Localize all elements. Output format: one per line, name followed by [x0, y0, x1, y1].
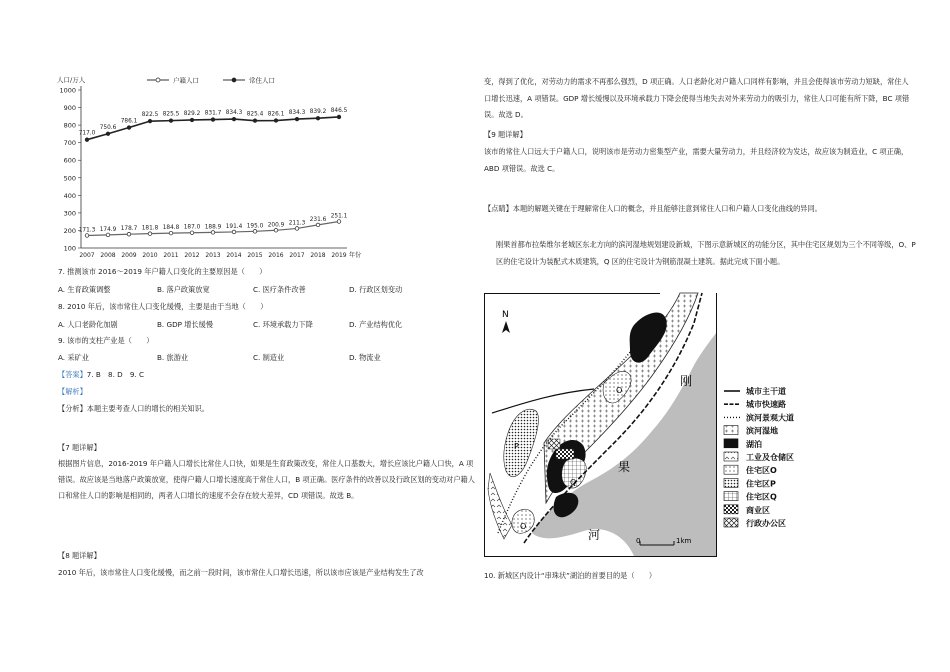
data-label: 825.4 — [246, 111, 264, 118]
legend-label: 商业区 — [746, 505, 770, 515]
analysis-fenxi: 【分析】本题主要考查人口的增长的相关知识。 — [58, 404, 209, 413]
zone-label-o-south: O — [520, 522, 527, 531]
y-tick-label: 400 — [63, 191, 76, 200]
data-point — [337, 115, 341, 119]
data-point — [253, 230, 257, 234]
legend-label: 城市主干道 — [746, 387, 786, 396]
data-label: 822.5 — [141, 112, 159, 119]
data-label: 191.4 — [225, 223, 243, 230]
legend-label: 住宅区O — [746, 466, 777, 476]
legend-symbol-area — [724, 492, 738, 501]
data-point — [253, 119, 257, 123]
scale-1km: 1km — [676, 537, 692, 545]
data-point — [148, 119, 152, 123]
q9-detail-title: 【9 题详解】 — [484, 130, 527, 139]
legend-symbol-area — [724, 465, 738, 474]
data-point — [232, 230, 236, 234]
data-label: 251.1 — [330, 213, 348, 220]
data-label: 200.9 — [267, 222, 285, 229]
y-tick-label: 500 — [63, 174, 76, 183]
q7-detail-title: 【7 题详解】 — [58, 443, 101, 452]
legend-label: 住宅区P — [746, 479, 776, 489]
x-tick-label: 2018 — [310, 252, 326, 259]
zone-label-p: P — [514, 442, 519, 451]
q7-option-b: B. 落户政策放宽 — [157, 285, 210, 294]
new-city-zoning-map — [484, 293, 882, 557]
zone-label-o-north: O — [616, 386, 623, 395]
data-point — [211, 231, 215, 235]
data-label: 181.8 — [141, 225, 159, 232]
x-tick-label: 2016 — [268, 252, 284, 259]
legend-symbol-area — [724, 439, 738, 448]
q7-option-a: A. 生育政策调整 — [58, 285, 111, 294]
data-label: 786.1 — [120, 118, 138, 125]
data-point — [85, 138, 89, 142]
answer-line — [58, 369, 144, 380]
data-label: 834.3 — [225, 110, 243, 117]
x-tick-label: 2019 — [331, 252, 347, 259]
data-label: 831.7 — [204, 110, 222, 117]
data-point — [232, 117, 236, 121]
data-label: 188.9 — [204, 224, 222, 231]
q9-option-b: B. 旅游业 — [157, 353, 189, 362]
admin-zone — [548, 439, 560, 449]
q8-detail-continued: 变，得到了优化，对劳动力的需求不再那么强烈，D 项正确。人口老龄化对户籍人口同样有影响，并且会使得该市劳动力短缺，常住人口增长迅速，A 项错误。GDP 增长缓慢以及环境承载力下降会使得当地失去对外来劳动力的吸引力，常住人口可能有所下降，BC 项错误。故选 D。 — [484, 77, 910, 119]
legend-symbol-area — [724, 505, 738, 514]
data-point — [316, 223, 320, 227]
x-tick-label: 2013 — [205, 252, 221, 259]
data-point — [337, 220, 341, 224]
population-chart — [55, 70, 362, 260]
data-label: 839.2 — [309, 109, 327, 116]
data-point — [169, 119, 173, 123]
y-tick-label: 700 — [63, 139, 76, 148]
data-label: 171.3 — [78, 227, 96, 234]
q9-option-a: A. 采矿业 — [58, 353, 89, 362]
legend-label: 工业及仓储区 — [746, 453, 794, 462]
legend-label: 滨河景观大道 — [746, 413, 794, 423]
q7-option-d: D. 行政区划变动 — [349, 285, 403, 294]
q7-detail-body: 根据图片信息，2016-2019 年户籍人口增长比常住人口快，如果是生育政策改变，常住人口基数大，增长应该比户籍人口快，A 项错误。故应该是当地落户政策放宽，使得户籍人口增长速度高于常住人口，B 项正确。医疗条件的改善以及行政区划的变动对户籍人口和常住人口的影响是相同的，两者人口增长的速度不会存在较大差异，CD 项错误。故选 B。 — [58, 459, 475, 500]
x-tick-label: 2008 — [100, 252, 116, 259]
legend-marker — [156, 78, 160, 82]
data-label: 184.8 — [162, 225, 180, 232]
river-char-3: 河 — [588, 528, 601, 542]
x-tick-label: 2011 — [163, 252, 179, 259]
q8-option-a: A. 人口老龄化加剧 — [58, 320, 118, 329]
north-arrow: N — [502, 310, 509, 320]
data-point — [169, 231, 173, 235]
y-tick-label: 300 — [63, 209, 76, 218]
y-tick-label: 200 — [63, 226, 76, 235]
question-8: 8. 2010 年后，该市常住人口变化缓慢，主要是由于当地（ ） — [58, 302, 268, 311]
data-label: 825.5 — [162, 111, 180, 118]
data-point — [127, 126, 131, 130]
y-tick-label: 100 — [63, 244, 76, 253]
legend-symbol-area — [724, 478, 738, 487]
data-point — [274, 228, 278, 232]
y-tick-label: 600 — [63, 156, 76, 165]
legend-marker — [232, 78, 236, 82]
data-label: 187.0 — [183, 224, 201, 231]
y-tick-label: 1000 — [59, 86, 76, 95]
data-label: 826.1 — [267, 111, 285, 118]
data-point — [85, 234, 89, 238]
commercial-zone — [556, 449, 574, 459]
x-tick-label: 2017 — [289, 252, 305, 259]
data-point — [106, 233, 110, 237]
x-tick-label: 2009 — [121, 252, 137, 259]
data-label: 717.0 — [78, 130, 96, 137]
river-char-2: 果 — [618, 460, 631, 474]
map-intro: 刚果首都布拉柴维尔老城区东北方向的滨河湿地规划建设新城，下图示意新城区的功能分区，其中住宅区规划为三个不同等级，O、P 区的住宅设计为装配式木质建筑，Q 区的住宅设计为钢筋混凝土建筑。据此完成下面小题。 — [496, 240, 916, 266]
data-label: 231.6 — [309, 216, 327, 223]
map-legend — [724, 386, 794, 528]
question-10: 10. 新城区内设计“串珠状”湖泊的首要目的是（ ） — [484, 571, 657, 580]
data-label: 829.2 — [183, 110, 201, 117]
data-point — [274, 119, 278, 123]
river-char-1: 刚 — [680, 374, 693, 388]
y-tick-label: 800 — [63, 121, 76, 130]
legend-label: 湖泊 — [746, 439, 762, 449]
data-point — [148, 232, 152, 236]
chart-series — [79, 108, 348, 237]
x-axis-title: 年份 — [349, 252, 362, 259]
q8-option-b: B. GDP 增长缓慢 — [157, 320, 213, 329]
data-label: 834.3 — [288, 110, 306, 117]
q7-option-c: C. 医疗条件改善 — [253, 285, 306, 294]
q9-option-c: C. 制造业 — [253, 353, 285, 362]
legend-symbol-area — [724, 426, 738, 435]
x-tick-label: 2012 — [184, 252, 200, 259]
data-point — [211, 118, 215, 122]
q8-option-c: C. 环境承载力下降 — [253, 320, 313, 329]
q9-detail-body: 该市的常住人口远大于户籍人口，说明该市是劳动力密集型产业，需要大量劳动力，并且经济较为发达，故应该为制造业，C 项正确，ABD 项错误。故选 C。 — [484, 147, 909, 173]
data-point — [190, 231, 194, 235]
dianjing-note: 【点睛】本题的解题关键在于理解常住人口的概念，并且能够注意到常住人口和户籍人口变化曲线的异同。 — [484, 204, 822, 213]
legend-label: 住宅区Q — [746, 492, 777, 502]
q8-option-d: D. 产业结构优化 — [349, 320, 403, 329]
answer-tag: 【答案】 — [58, 370, 87, 379]
x-tick-label: 2007 — [79, 252, 95, 259]
x-tick-label: 2015 — [247, 252, 263, 259]
legend-label: 滨河湿地 — [746, 426, 778, 436]
q9-option-d: D. 物流业 — [349, 353, 381, 362]
legend-label: 户籍人口 — [173, 76, 199, 85]
data-point — [127, 232, 131, 236]
data-label: 174.9 — [99, 226, 117, 233]
data-point — [295, 227, 299, 231]
x-tick-label: 2010 — [142, 252, 158, 259]
data-label: 211.3 — [288, 220, 306, 227]
legend-label: 行政办公区 — [746, 519, 786, 528]
question-9: 9. 该市的支柱产业是（ ） — [58, 336, 154, 345]
x-tick-label: 2014 — [226, 252, 242, 259]
q8-detail-body: 2010 年后，该市常住人口变化缓慢，而之前一段时间，该市常住人口增长迅速，所以该市应该是产业结构发生了改 — [58, 568, 424, 577]
data-label: 195.0 — [246, 223, 264, 230]
data-label: 178.7 — [120, 226, 138, 233]
legend-symbol-area — [724, 452, 738, 461]
data-point — [295, 117, 299, 121]
data-point — [316, 116, 320, 120]
legend-label: 常住人口 — [249, 76, 275, 85]
y-axis-title: 人口/万人 — [57, 76, 86, 84]
chart-legend — [147, 76, 275, 85]
scale-zero: 0 — [636, 537, 641, 545]
data-label: 750.6 — [99, 124, 117, 131]
data-point — [190, 118, 194, 122]
legend-label: 城市快速路 — [746, 400, 786, 410]
data-point — [106, 132, 110, 136]
q8-detail-title: 【8 题详解】 — [58, 551, 101, 560]
analysis-tag: 【解析】 — [58, 387, 87, 396]
data-label: 846.5 — [330, 107, 348, 114]
y-tick-label: 900 — [63, 104, 76, 113]
zone-label-q: Q — [570, 478, 577, 487]
question-7: 7. 推测该市 2016～2019 年户籍人口变化的主要原因是（ ） — [58, 267, 267, 276]
legend-symbol-area — [724, 518, 738, 527]
answer-text: 7. B 8. D 9. C — [86, 370, 145, 379]
